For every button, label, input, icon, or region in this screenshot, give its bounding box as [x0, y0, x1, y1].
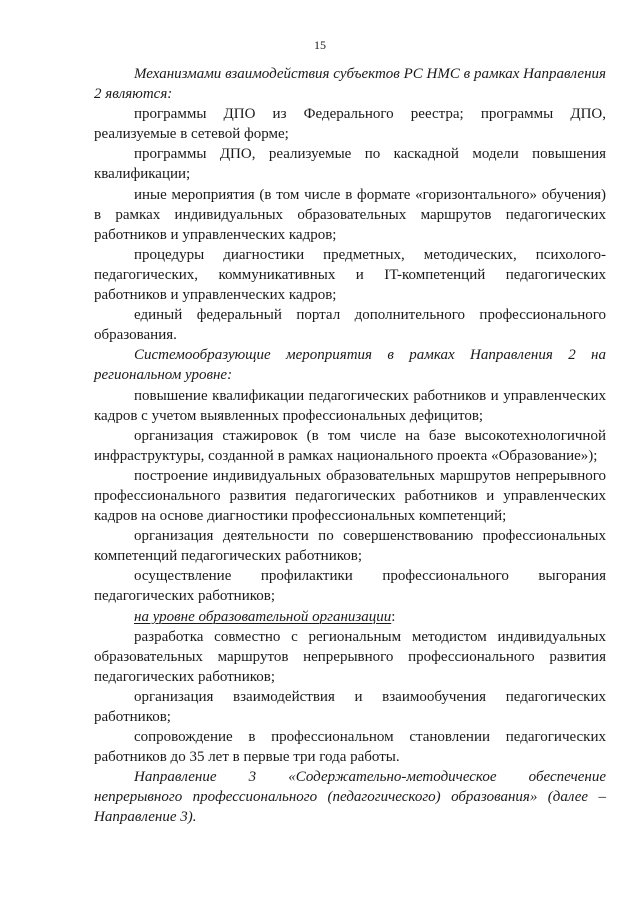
- paragraph: организация деятельности по совершенствованию профессиональных компетенций педагогических работников;: [94, 528, 606, 565]
- paragraph: осуществление профилактики профессионального выгорания педагогических работников;: [94, 568, 606, 605]
- paragraph-organization-heading: [94, 607, 606, 627]
- paragraph: построение индивидуальных образовательных маршрутов непрерывного профессионального развития педагогических работников и управленческих кадров на основе диагностики профессиональных компетенций;: [94, 467, 606, 525]
- paragraph-regional-heading: Системообразующие мероприятия в рамках Направления 2 на региональном уровне:: [94, 347, 606, 384]
- paragraph: программы ДПО из Федерального реестра; программы ДПО, реализуемые в сетевой форме;: [94, 106, 606, 143]
- paragraph: организация взаимодействия и взаимообучения педагогических работников;: [94, 688, 606, 725]
- paragraph: повышение квалификации педагогических работников и управленческих кадров с учетом выявленных профессиональных дефицитов;: [94, 387, 606, 424]
- organization-level-colon: :: [391, 608, 396, 625]
- paragraph: разработка совместно с региональным методистом индивидуальных образовательных маршрутов непрерывного профессионального развития педагогических работников;: [94, 628, 606, 685]
- paragraph: организация стажировок (в том числе на базе высокотехнологичной инфраструктуры, созданной в рамках национального проекта «Образование»);: [94, 427, 606, 464]
- paragraph-mechanisms-heading: Механизмами взаимодействия субъектов РС НМС в рамках Направления 2 являются:: [94, 66, 606, 103]
- paragraph: процедуры диагностики предметных, методических, психолого-педагогических, коммуникативных и IT-компетенций педагогических работников и управленческих кадров;: [94, 246, 606, 304]
- page-number: 15: [314, 38, 326, 52]
- paragraph-direction-3-heading: Направление 3 «Содержательно-методическое обеспечение непрерывного профессионального (педагогического) образования» (далее – Направление 3).: [94, 769, 606, 826]
- document-body: [94, 64, 606, 828]
- organization-level-label: на уровне образовательной организации: [134, 608, 392, 625]
- paragraph: единый федеральный портал дополнительного профессионального образования.: [94, 307, 606, 344]
- paragraph: программы ДПО, реализуемые по каскадной модели повышения квалификации;: [94, 146, 606, 183]
- paragraph: сопровождение в профессиональном становлении педагогических работников до 35 лет в первые три года работы.: [94, 729, 606, 766]
- paragraph: иные мероприятия (в том числе в формате «горизонтального» обучения) в рамках индивидуальных образовательных маршрутов педагогических работников и управленческих кадров;: [94, 186, 606, 243]
